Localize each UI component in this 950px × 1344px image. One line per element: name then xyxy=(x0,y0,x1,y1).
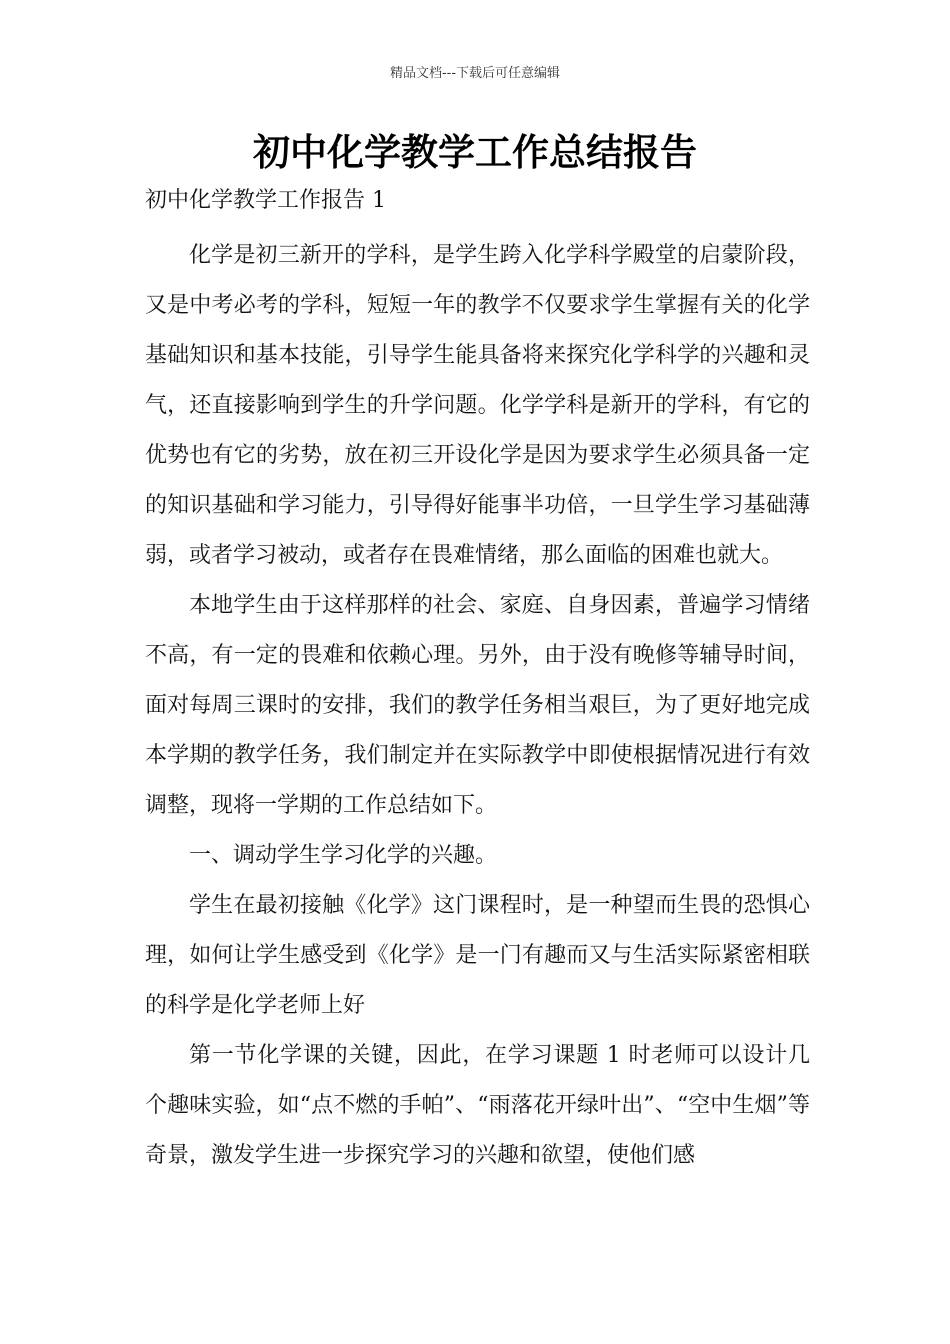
paragraph-2: 本地学生由于这样那样的社会、家庭、自身因素，普遍学习情绪不高，有一定的畏难和依赖心理。另外，由于没有晚修等辅导时间，面对每周三课时的安排，我们的教学任务相当艰巨，为了更好地完成本学期的教学任务，我们制定并在实际教学中即使根据情况进行有效调整，现将一学期的工作总结如下。 xyxy=(145,593,810,818)
document-subtitle: 初中化学教学工作报告 1 xyxy=(145,188,386,213)
document-body xyxy=(145,231,810,1181)
paragraph-5: 第一节化学课的关键，因此，在学习课题 1 时老师可以设计几个趣味实验，如“点不燃的手帕”、“雨落花开绿叶出”、“空中生烟”等奇景，激发学生进一步探究学习的兴趣和欲望，使他们感 xyxy=(145,1043,810,1168)
document-title: 初中化学教学工作总结报告 xyxy=(253,131,697,174)
paragraph-3-heading: 一、调动学生学习化学的兴趣。 xyxy=(189,843,498,868)
paragraph-4: 学生在最初接触《化学》这门课程时，是一种望而生畏的恐惧心理，如何让学生感受到《化学》是一门有趣而又与生活实际紧密相联的科学是化学老师上好 xyxy=(145,893,810,1018)
header-note: 精品文档---下载后可任意编辑 xyxy=(389,66,561,81)
paragraph-1: 化学是初三新开的学科，是学生跨入化学科学殿堂的启蒙阶段，又是中考必考的学科，短短一年的教学不仅要求学生掌握有关的化学基础知识和基本技能，引导学生能具备将来探究化学科学的兴趣和灵气，还直接影响到学生的升学问题。化学学科是新开的学科，有它的优势也有它的劣势，放在初三开设化学是因为要求学生必须具备一定的知识基础和学习能力，引导得好能事半功倍，一旦学生学习基础薄弱，或者学习被动，或者存在畏难情绪，那么面临的困难也就大。 xyxy=(145,243,810,568)
